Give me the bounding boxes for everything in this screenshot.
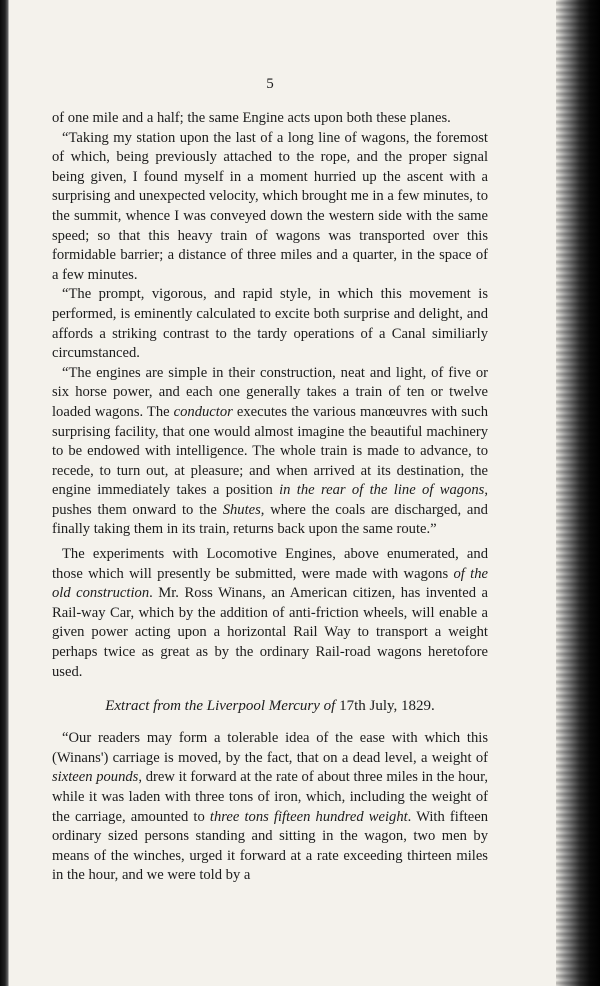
text-run: , pushes them onward to the: [52, 482, 488, 518]
text-run: . Mr. Ross Winans, an American citizen, has invented a Rail-way Car, which by the addition of anti-friction wheels, will enable a given power acting upon a horizontal Rail Way to transport a weight perhaps twice as great as by the ordinary Rail-road wagons heretofore used.: [52, 585, 488, 680]
text-run: , drew it forward at the rate of about three miles in the hour, while it was laden with three tons of iron, which, including the weight of the carriage, amounted to: [52, 769, 488, 825]
extract-heading-text: Extract from the Liverpool Mercury of: [105, 698, 340, 715]
document-page: [52, 76, 488, 886]
text-run: of one mile and a half; the same Engine acts upon both these planes.: [52, 110, 451, 126]
italic-text: in the rear of the line of wagons: [279, 482, 485, 499]
paragraph: [52, 545, 488, 682]
italic-text: Shutes: [222, 501, 261, 518]
scan-right-edge: [556, 0, 600, 986]
text-run: “The engines are simple in their construction, neat and light, of five or six horse power, and each one generally takes a train of ten or twelve loaded wagons. The: [52, 364, 488, 420]
italic-text: conductor: [173, 403, 233, 420]
paragraph: [52, 285, 488, 363]
scan-left-edge: [0, 0, 9, 986]
paragraph: [52, 364, 488, 540]
extract-heading-date: 17th July, 1829.: [339, 698, 435, 715]
italic-text: of the old construction: [52, 565, 488, 602]
text-run: The experiments with Locomotive Engines, above enumerated, and those which will presently be submitted, were made with wagons: [52, 546, 488, 582]
extract-paragraph: [52, 729, 488, 886]
italic-text: sixteen pounds: [52, 769, 139, 786]
text-run: “Our readers may form a tolerable idea of the ease with which this (Winans') carriage is moved, by the fact, that on a dead level, a weight of: [52, 730, 488, 766]
paragraph: [52, 109, 488, 129]
paragraph: [52, 129, 488, 286]
text-run: . With fifteen ordinary sized persons standing and sitting in the wagon, two men by means of the winches, urged it forward at a rate exceeding thirteen miles in the hour, and we were told by a: [52, 808, 488, 884]
body-text: [52, 109, 488, 682]
italic-text: three tons fifteen hundred weight: [209, 808, 408, 825]
text-run: , where the coals are discharged, and finally taking them in its train, returns back upon the same route.”: [52, 501, 488, 538]
text-run: “The prompt, vigorous, and rapid style, in which this movement is performed, is eminently calculated to excite both surprise and delight, and affords a striking contrast to the tardy operations of a Canal similiarly circumstanced.: [52, 286, 488, 362]
text-run: executes the various manœuvres with such surprising facility, that one would almost imagine the beautiful machinery to be endowed with intelligence. The whole train is made to advance, to recede, to turn out, at pleasure; and when arrived at its destination, the engine immediately takes a position: [52, 403, 488, 499]
page-number: 5: [266, 76, 274, 92]
extract-heading: [52, 698, 488, 715]
text-run: “Taking my station upon the last of a long line of wagons, the foremost of which, being previously attached to the rope, and the proper signal being given, I found myself in a moment hurried up the ascent with a surprising and unexpected velocity, which brought me in a few minutes, to the summit, whence I was conveyed down the western side with the same speed; so that this heavy train of wagons was transported over this formidable barrier; a distance of three miles and a quarter, in the space of a few minutes.: [52, 129, 488, 283]
